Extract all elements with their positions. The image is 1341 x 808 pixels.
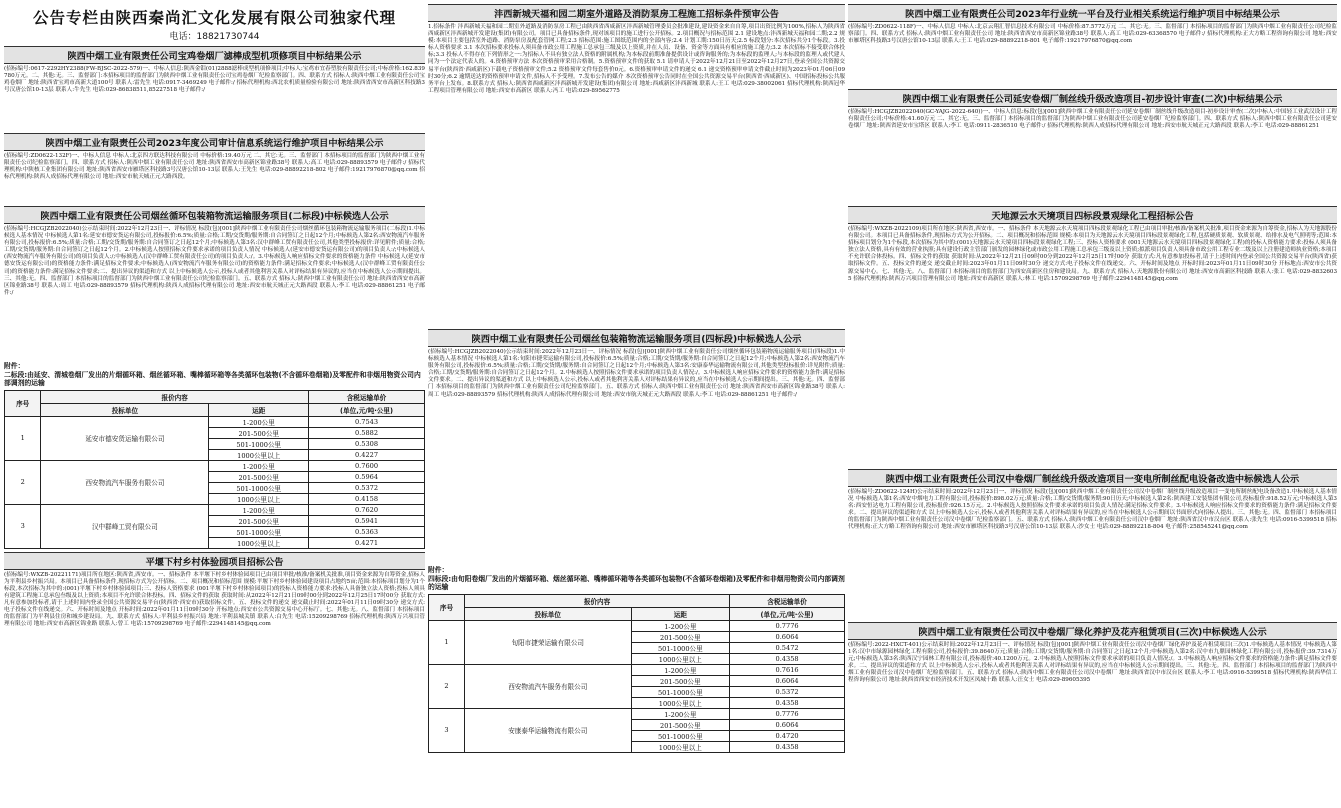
table-note: 附件： 四标段:由旬阳卷烟厂发出的片烟循环箱、烟丝循环箱、嘴棒循环箱等各类循环包装物(不含循环卷烟箱)及零配件和非烟用物资公司内部调剂的运输 — [428, 566, 845, 591]
cell-seq: 3 — [429, 708, 465, 752]
notice-body: (招标编号:WXZB-2022109)项目所在地区:陕西省,西安市。一、招标条件 本天地源云水天境项目四标段景观绿化工程已由项目审批/核准/备案机关批准,项目资金来源为自筹资金,招标人为天地源股份有限公司。本项目已具备招标条件,现招标方式为公开招标。二、项目概况和招标范围 规模:本项目为天地源云水天境项目四标段景观绿化工程,包括硬质景观、软质景观、给排水及电气照明等;范围:本招标项目划分为1个标段,本次招标为其中的:(001)天地源云水天境项目四标段景观绿化工程;三、投标人资格要求 (001天地源云水天境项目四标段景观绿化工程)的投标人资格能力要求:投标人须具备独立法人资格,具有有效的营业执照;具有建设行政主管部门颁发的园林绿化或市政公用工程施工总承包三级及以上资质;拟派项目负责人须具备市政公用工程专业二级及以上注册建造师执业资格;本项目不允许联合体投标。四、招标文件的获取 获取时间:从2022年12月21日09时00分到2022年12月25日17时00分 获取方式:凡有意参加投标者,请于上述时间内登录全国公共资源交易平台(陕西省)获取招标文件。五、投标文件的递交 递交截止时间:2023年01月11日09时30分 递交方式:电子投标文件在线递交。六、开标时间及地点 开标时间:2023年01月11日09时30分 开标地点:西安市公共资源交易中心。七、其他:无。八、监督部门 本招标项目的监督部门为西安高新区住房和建设局。九、联系方式 招标人:天地源股份有限公司 地址:西安市高新区科技路 联系人:张工 电话:029-88326035 招标代理机构:陕西万兴项目管理有限公司 地址:西安市高新区 联系人:林工 电话:15709298769 电子邮件:2294148145@qq.com — [848, 226, 1337, 282]
cell-seq: 2 — [5, 460, 41, 504]
price-table — [4, 390, 425, 549]
cell-distance: 501-1000公里 — [209, 526, 309, 537]
price-table — [428, 594, 845, 753]
cell-distance: 1-200公里 — [209, 460, 309, 471]
notice-audit-system — [4, 133, 425, 203]
notice-body: (招标编号:ZD0622-124H)公示结束时间:2022年12月23日一、评标情况 标段(包)[001]陕西中烟工业有限责任公司汉中卷烟厂制丝线升级改造项目一变电所制丝配电设备改造1.中标候选人基本情况 中标候选人第1名:西安中烟电力工程有限公司,投标报价:898.02万元;质量:合格;工期/交货期/服务期:90日历天;中标候选人第2名:陕西建工安装集团有限公司,投标报价:918.52万元;中标候选人第3名:西安恒达电力工程有限公司,投标报价:926.15万元。2.中标候选人按照招标文件要求承诺的项目负责人情况:满足招标文件要求。3.中标候选人响应招标文件要求的资格能力条件:满足招标文件要求。二、提出异议的渠道和方式 以上中标候选人公示,投标人或者其他利害关系人对评标结果有异议的,应当在中标候选人公示期间以书面形式向招标人提出。三、其他:无。四、监督部门 本招标项目的监督部门为陕西中烟工业有限责任公司汉中卷烟厂纪检监察部门。五、联系方式 招标人:陕西中烟工业有限责任公司汉中卷烟厂 地址:陕西省汉中市汉台区 联系人:张先生 电话:0916-5399518 招标代理机构:正大方略工程咨询有限公司 地址:西安市雁塔区科技路3号汉唐公馆10-13层 联系人:沙女士 电话:029-88892218-804 电子邮件:258545241@qq.com — [848, 489, 1337, 531]
cell-price: 0.5372 — [730, 686, 845, 697]
cell-distance: 201-500公里 — [631, 719, 730, 730]
cell-distance: 1-200公里 — [209, 416, 309, 427]
notice-body: (招标编号:WXZB-20221171)项目所在地区:陕西省,西安市。一、招标条件 本平堰下村乡村体验园项目已由项目审批/核准/备案机关批准,项目资金来源为自筹资金,招标人为平利县乡村振兴局。本项目已具备招标条件,现招标方式为公开招标。二、项目概况和招标范围 规模:平堰下村乡村体验园建设项目占地约5亩;范围:本招标项目划分为1个标段,本次招标为其中的:(001)平堰下村乡村体验园项目;三、投标人资格要求 (001平堰下村乡村体验园项目)的投标人资格能力要求:投标人具备独立法人资格;投标人须具有建筑工程施工总承包叁级及以上资质;本项目不允许联合体投标。四、招标文件的获取 获取时间:从2022年12月21日09时00分到2022年12月25日17时00分 获取方式:凡有意参加投标者,请于上述时间内登录全国公共资源交易平台(陕西省·西安市)获取招标文件。五、投标文件的递交 递交截止时间:2022年01月11日09时30分 递交方式:电子投标文件在线递交。六、开标时间及地点 开标时间:2022年01月11日09时30分 开标地点:西安市公共资源交易中心开标厅。七、其他:无。八、监督部门 本招标项目的监督部门为平利县住房和城乡建设局。九、联系方式 招标人:平利县乡村振兴局 地址:平利县城关镇 联系人:白先生 电话:15209298769 招标代理机构:陕西万兴项目管理有限公司 地址:西安市高新区锦业路 联系人:曾工 电话:15709298769 电子邮件:2294148145@qq.com — [4, 571, 425, 628]
cell-price: 0.4227 — [309, 449, 425, 460]
cell-distance: 201-500公里 — [209, 515, 309, 526]
ad-header-title: 公告专栏由陕西秦尚汇文化发展有限公司独家代理 — [32, 9, 396, 27]
cell-distance: 1000公里以上 — [209, 449, 309, 460]
table-row — [429, 708, 845, 719]
notice-body: 1.招标条件 沣西新城天福和园二期室外道路及消防泵房工程已由陕西省西咸新区沣西新城管理委员会批准建设,建设资金来自自筹,项目出资比例为100%,招标人为陕西省西咸新区沣西新城开发建设(集团)有限公司。项目已具备招标条件,现对该项目的施工进行公开招标。2.项目概况与招标范围 2.1 建设地点:沣西新城天福和园二期;2.2 规模:本项目主要包括室外道路、消防泵房及配套管网工程;2.3 招标范围:施工图纸范围内的全部内容;2.4 计划工期:150日历天;2.5 标段划分:本次招标共分1个标段。3.投标人资格要求 3.1 本次招标要求投标人须具备市政公用工程施工总承包三级及以上资质,并在人员、设备、资金等方面具有相应的施工能力;3.2 本次招标不接受联合体投标;3.3 投标人不得存在下列情形之一:为招标人不具有独立法人资格的附属机构;为本标段前期准备提供设计或咨询服务的;为本标段的监理人;与本标段的监理人或代建人同为一个法定代表人的。4.资格预审方法 本次资格预审采用合格制。5.资格预审文件的获取 5.1 请申请人于2022年12月21日至2022年12月27日,登录全国公共资源交易平台(陕西省·西咸新区)下载电子资格预审文件;5.2 资格预审文件每套售价0元。6.资格预审申请文件的递交 6.1 递交资格预审申请文件截止时间为2023年01月06日09时30分;6.2 逾期送达的资格预审申请文件,招标人不予受理。7.发布公告的媒介 本次资格预审公告同时在全国公共资源交易平台(陕西省·西咸新区)、中国招标投标公共服务平台上发布。8.联系方式 招标人:陕西省西咸新区沣西新城开发建设(集团)有限公司 地址:西咸新区沣西新城 联系人:王工 电话:029-38002061 招标代理机构:陕西冠华工程项目管理有限公司 地址:西安市高新区 联系人:冯工 电话:029-89562775 — [428, 24, 845, 94]
cell-price: 0.7600 — [309, 460, 425, 471]
notice-title: 陕西中烟工业有限责任公司烟丝循环包装箱物流运输服务项目(二标段)中标候选人公示 — [4, 206, 425, 224]
notice-body: (招标编号:0617-2292HY2388(FW-BJSC-2022-579)一、中标人信息:陕西金钼(01)2888滤棒成型机项修项目;中标人:宝鸡市宜春塑胶有限责任公司;中标价格:162.839780万元。二、其他:无。三、监督部门:本招标项目的监督部门为陕西中烟工业有限责任公司宝鸡卷烟厂纪检监察部门。四、联系方式 招标人:陕西中烟工业有限责任公司宝鸡卷烟厂 地址:陕西省宝鸡市高新大道100号 联系人:雷先生 电话:0917-3469249 电子邮件:/ 招标代理机构:西北农机质量检验有限公司 地址:陕西省西安市高新区科技路3号汉唐公馆10-13层 联系人:牛先生 电话:029-86838511,85227518 电子邮件:/ — [4, 66, 425, 94]
cell-bidder: 汉中群峰工贸有限公司 — [41, 504, 209, 548]
notice-title: 陕西中烟工业有限责任公司烟丝包装箱物流运输服务项目(四标段)中标候选人公示 — [428, 329, 845, 347]
cell-price: 0.5882 — [309, 427, 425, 438]
cell-distance: 1-200公里 — [631, 620, 730, 631]
notice-industry-platform — [848, 4, 1337, 86]
cell-seq: 1 — [5, 416, 41, 460]
notice-title: 陕西中烟工业有限责任公司2023年行业统一平台及行业相关系统运行维护项目中标结果公示 — [848, 4, 1337, 22]
cell-price: 0.5372 — [309, 482, 425, 493]
notice-title: 平堰下村乡村体验园项目招标公告 — [4, 552, 425, 570]
notice-body: (招标编号:ZD0622-132F)一、中标人信息 中标人:北京四方联达科技有限公司 中标价格:19.40万元 二、其它:无。三、监督部门 本招标项目的监督部门为陕西中烟工业有限责任公司纪检监察部门。四、联系方式 招标人:陕西中烟工业有限责任公司 地址:陕西省西安市高新区锦业路38号 联系人:高工 电话:029-88893579 电子邮件:/ 招标代理机构:中陕核工业集团有限公司 地址:陕西省西安市雁塔区科技路3号汉唐公馆10-13层 联系人:王先生 电话:029-88892218-802 电子邮件:19217976870@qq.com 招标代理机构:陕西人成招标代理有限公司 地址:西安市航天城正元大路西段。 — [4, 153, 425, 181]
cell-bidder: 延安市德安货运输有限公司 — [41, 416, 209, 460]
notice-body: (招标编号:ZD0622-118F)一、中标人信息 中标人:北京云翔汇智信息技术有限公司 中标价格:87.5772万元 二、其它:无。三、监督部门 本招标项目的监督部门为陕西中烟工业有限责任公司纪检监察部门。四、联系方式 招标人:陕西中烟工业有限责任公司 地址:陕西省西安市高新区锦业路38号 联系人:高工 电话:029-63368570 电子邮件:/ 招标代理机构:正大方略工程咨询有限公司 地址:西安市雁塔区科技路3号汉唐公馆10-13层 联系人:王工 电话:029-88892218-801 电子邮件:19217976870@qq.com — [848, 24, 1337, 45]
cell-bidder: 旬阳市捷荣运输有限公司 — [465, 620, 632, 664]
notice-logistics-lot4 — [428, 329, 845, 753]
cell-price: 0.4158 — [309, 493, 425, 504]
column-middle — [428, 4, 845, 752]
cell-price: 0.4358 — [730, 741, 845, 752]
cell-price: 0.5941 — [309, 515, 425, 526]
cell-distance: 501-1000公里 — [209, 482, 309, 493]
cell-distance: 1000公里以上 — [631, 697, 730, 708]
cell-price: 0.7620 — [309, 504, 425, 515]
cell-distance: 201-500公里 — [209, 427, 309, 438]
notice-fengxi-road — [428, 4, 845, 326]
column-right — [848, 4, 1337, 738]
cell-distance: 501-1000公里 — [631, 642, 730, 653]
cell-price: 0.7776 — [730, 620, 845, 631]
notice-title: 天地源云水天境项目四标段景观绿化工程招标公告 — [848, 206, 1337, 224]
notice-title: 陕西中烟工业有限责任公司延安卷烟厂制丝线升级改造项目-初步设计审查(二次)中标结果公示 — [848, 89, 1337, 107]
cell-distance: 1-200公里 — [209, 504, 309, 515]
cell-distance: 1-200公里 — [631, 664, 730, 675]
notice-body: (招标编号:HCGJZB2022040)公示结束时间:2022年12月23日一、评标情况 标段(包)[001]陕西中烟工业有限责任公司烟丝循环包装箱物流运输服务项目(四标段)1.中标候选人基本情况 中标候选人第1名:旬阳市捷荣运输有限公司,投标报价:6.5%;质量:合格;工期/交货期/服务期:自合同签订之日起12个月;中标候选人第2名:西安物流汽车服务有限公司,投标报价:6.5%;质量:合格;工期/交货期/服务期:自合同签订之日起12个月;中标候选人第3名:安康泰华运输物流有限公司,其他类型投标报价:详见附件;质量:合格;工期/交货期/服务期:自合同签订之日起12个月。2.中标候选人按照招标文件要求承诺的项目负责人情况:/。3.中标候选人响应招标文件要求的资格能力条件:满足招标文件要求。二、提出异议的渠道和方式 以上中标候选人公示,投标人或者其他利害关系人对评标结果有异议的,应当在中标候选人公示期间提出。三、其他:无。四、监督部门 本招标项目的监督部门为陕西中烟工业有限责任公司纪检监察部门。五、联系方式 招标人:陕西中烟工业有限责任公司 地址:陕西省西安市高新区锦业路38号 联系人:周工 电话:029-88893579 招标代理机构:陕西人成招标代理有限公司 地址:西安市航天城正元大路西段 联系人:李工 电话:029-88861251 电子邮件:/ — [428, 349, 845, 398]
cell-price: 0.6064 — [730, 675, 845, 686]
table-note: 附件： 二标段:由延安、渭城卷烟厂发出的片烟循环箱、烟丝循环箱、嘴棒循环箱等各类循环包装物(不含循环卷烟箱)及零配件和非烟用物资公司内部调剂的运输 — [4, 362, 421, 387]
cell-distance: 201-500公里 — [209, 471, 309, 482]
col-unit: (单位,元/吨·公里) — [309, 403, 425, 416]
table-row — [5, 416, 425, 427]
cell-price: 0.4358 — [730, 697, 845, 708]
cell-price: 0.6064 — [730, 631, 845, 642]
notice-yanan-design-review — [848, 89, 1337, 203]
cell-price: 0.5964 — [309, 471, 425, 482]
cell-price: 0.5472 — [730, 642, 845, 653]
table-row — [429, 664, 845, 675]
cell-bidder: 安康泰华运输物流有限公司 — [465, 708, 632, 752]
notice-title: 陕西中烟工业有限责任公司汉中卷烟厂制丝线升级改造项目一变电所制丝配电设备改造中标候选人公示 — [848, 469, 1337, 487]
notice-hanzhong-greening — [848, 622, 1337, 746]
notice-tiandiyuan-landscape — [848, 206, 1337, 466]
cell-distance: 201-500公里 — [631, 675, 730, 686]
cell-distance: 1000公里以上 — [209, 493, 309, 504]
notice-title: 陕西中烟工业有限责任公司2023年度公司审计信息系统运行维护项目中标结果公示 — [4, 133, 425, 151]
cell-distance: 1000公里以上 — [209, 537, 309, 548]
cell-distance: 1000公里以上 — [631, 741, 730, 752]
col-distance: 运距 — [209, 403, 309, 416]
notice-title: 沣西新城天福和园二期室外道路及消防泵房工程施工招标条件预审公告 — [428, 4, 845, 22]
notice-title: 陕西中烟工业有限责任公司宝鸡卷烟厂滤棒成型机项修项目中标结果公示 — [4, 46, 425, 64]
col-seq: 序号 — [5, 390, 41, 416]
table-row — [429, 620, 845, 631]
col-quote: 报价内容 — [41, 390, 309, 403]
table-row — [5, 460, 425, 471]
cell-price: 0.4271 — [309, 537, 425, 548]
col-bidder: 投标单位 — [41, 403, 209, 416]
col-unit: (单位,元/吨·公里) — [730, 607, 845, 620]
ad-header-phone: 电话：18821730744 — [169, 32, 260, 42]
cell-seq: 3 — [5, 504, 41, 548]
notice-body: (招标编号:HCGJZB2022040(GC-YAJG-2022-640))一、中标人信息:标段(包)[001]陕西中烟工业有限责任公司延安卷烟厂制丝线升级改造项目-初步设计审查(二次)中标人:中国轻工业武汉设计工程有限责任公司;中标价格:41.60万元 二、其它:无。三、监督部门 本招标项目的监督部门为陕西中烟工业有限责任公司延安卷烟厂纪检监察部门。四、联系方式 招标人:陕西中烟工业有限责任公司延安卷烟厂 地址:陕西省延安市宝塔区 联系人:李工 电话:0911-2836510 电子邮件:/ 招标代理机构:陕西人成招标代理有限公司 地址:西安市航天城正元大路西段 联系人:李工 电话:029-88861251 — [848, 109, 1337, 130]
column-left — [4, 4, 425, 738]
cell-seq: 2 — [429, 664, 465, 708]
col-distance: 运距 — [631, 607, 730, 620]
table-row — [5, 504, 425, 515]
cell-price: 0.7616 — [730, 664, 845, 675]
cell-price: 0.4720 — [730, 730, 845, 741]
notice-hanzhong-substation — [848, 469, 1337, 619]
cell-distance: 501-1000公里 — [631, 686, 730, 697]
cell-distance: 1000公里以上 — [631, 653, 730, 664]
col-bidder: 投标单位 — [465, 607, 632, 620]
ad-header — [4, 4, 425, 46]
notice-body: (招标编号:2022-HXCT-401)公示结束时间:2022年12月23日一、评标情况 标段(包)[001]陕西中烟工业有限责任公司汉中卷烟厂绿化养护及花卉租赁项目(三次)1.中标候选人基本情况 中标候选人第1名:汉中市绿源园林绿化工程有限公司,投标报价:39.8640万元;质量:合格;工期/交货期/服务期:自合同签订之日起12个月;中标候选人第2名:汉中市九鼎园林绿化工程有限公司,投标报价:39.7314万元;中标候选人第3名:陕西汉宁园林工程有限公司,投标报价:40.1200万元。2.中标候选人按照招标文件要求承诺的项目负责人情况:/。3.中标候选人响应招标文件要求的资格能力条件:满足招标文件要求。二、提出异议的渠道和方式 以上中标候选人公示,投标人或者其他利害关系人对评标结果有异议的,应当在中标候选人公示期间提出。三、其他:无。四、监督部门 本招标项目的监督部门为陕西中烟工业有限责任公司汉中卷烟厂纪检监察部门。五、联系方式 招标人:陕西中烟工业有限责任公司汉中卷烟厂 地址:陕西省汉中市汉台区 联系人:李工 电话:0916-5399518 招标代理机构:陕西华信工程咨询有限公司 地址:陕西省西安市经济技术开发区凤城十路 联系人:汪女士 电话:029-89605395 — [848, 642, 1337, 684]
col-price: 含税运输单价 — [309, 390, 425, 403]
notice-pingyan-village — [4, 552, 425, 808]
cell-price: 0.7543 — [309, 416, 425, 427]
cell-bidder: 西安物流汽车服务有限公司 — [41, 460, 209, 504]
cell-distance: 501-1000公里 — [209, 438, 309, 449]
col-price: 含税运输单价 — [730, 594, 845, 607]
cell-bidder: 西安物流汽车服务有限公司 — [465, 664, 632, 708]
cell-distance: 201-500公里 — [631, 631, 730, 642]
notice-baoji-filter-rod — [4, 46, 425, 130]
cell-price: 0.5363 — [309, 526, 425, 537]
notice-logistics-lot2 — [4, 206, 425, 549]
cell-seq: 1 — [429, 620, 465, 664]
notice-body: (招标编号:HCGJZB2022040)公示结束时间:2022年12月23日一、评标情况 标段(包)[001]陕西中烟工业有限责任公司烟丝循环包装箱物流运输服务项目(二标段)1.中标候选人基本情况 中标候选人第1名:延安市德安货运有限公司,投标报价:6.5%;质量:合格;工期/交货期/服务期:自合同签订之日起12个月;中标候选人第2名:西安物流汽车服务有限公司,投标报价:6.5%;质量:合格;工期/交货期/服务期:自合同签订之日起12个月;中标候选人第3名:汉中群峰工贸有限责任公司,其他类型投标报价:详见附件;质量:合格;工期/交货期/服务期:自合同签订之日起12个月。2.中标候选人按照招标文件要求承诺的项目负责人情况 中标候选人(延安市德安货运有限公司)的项目负责人:/;中标候选人(西安物流汽车服务有限公司)的项目负责人:/;中标候选人(汉中群峰工贸有限责任公司)的项目负责人:/。3.中标候选人响应招标文件要求的资格能力条件 中标候选人(延安市德安货运有限公司)的资格能力条件:满足招标文件要求;中标候选人(西安物流汽车服务有限公司)的资格能力条件:满足招标文件要求;中标候选人(汉中群峰工贸有限责任公司)的资格能力条件:满足招标文件要求;二、提出异议的渠道和方式 以上中标候选人公示,投标人或者其他利害关系人对评标结果有异议的,应当在中标候选人公示期间提出。三、其他:无。四、监督部门 本招标项目的监督部门为陕西中烟工业有限责任公司纪检监察部门。五、联系方式 招标人:陕西中烟工业有限责任公司 地址:陕西省西安市高新区锦业路38号 联系人:周工 电话:029-88893579 招标代理机构:陕西人成招标代理有限公司 地址:西安市航天城正元大路西段 联系人:李工 电话:029-88861251 电子邮件:/ — [4, 226, 425, 296]
cell-distance: 501-1000公里 — [631, 730, 730, 741]
col-seq: 序号 — [429, 594, 465, 620]
cell-price: 0.4358 — [730, 653, 845, 664]
cell-price: 0.5308 — [309, 438, 425, 449]
cell-price: 0.6064 — [730, 719, 845, 730]
cell-distance: 1-200公里 — [631, 708, 730, 719]
col-quote: 报价内容 — [465, 594, 730, 607]
cell-price: 0.7776 — [730, 708, 845, 719]
notice-title: 陕西中烟工业有限责任公司汉中卷烟厂绿化养护及花卉租赁项目(三次)中标候选人公示 — [848, 622, 1337, 640]
